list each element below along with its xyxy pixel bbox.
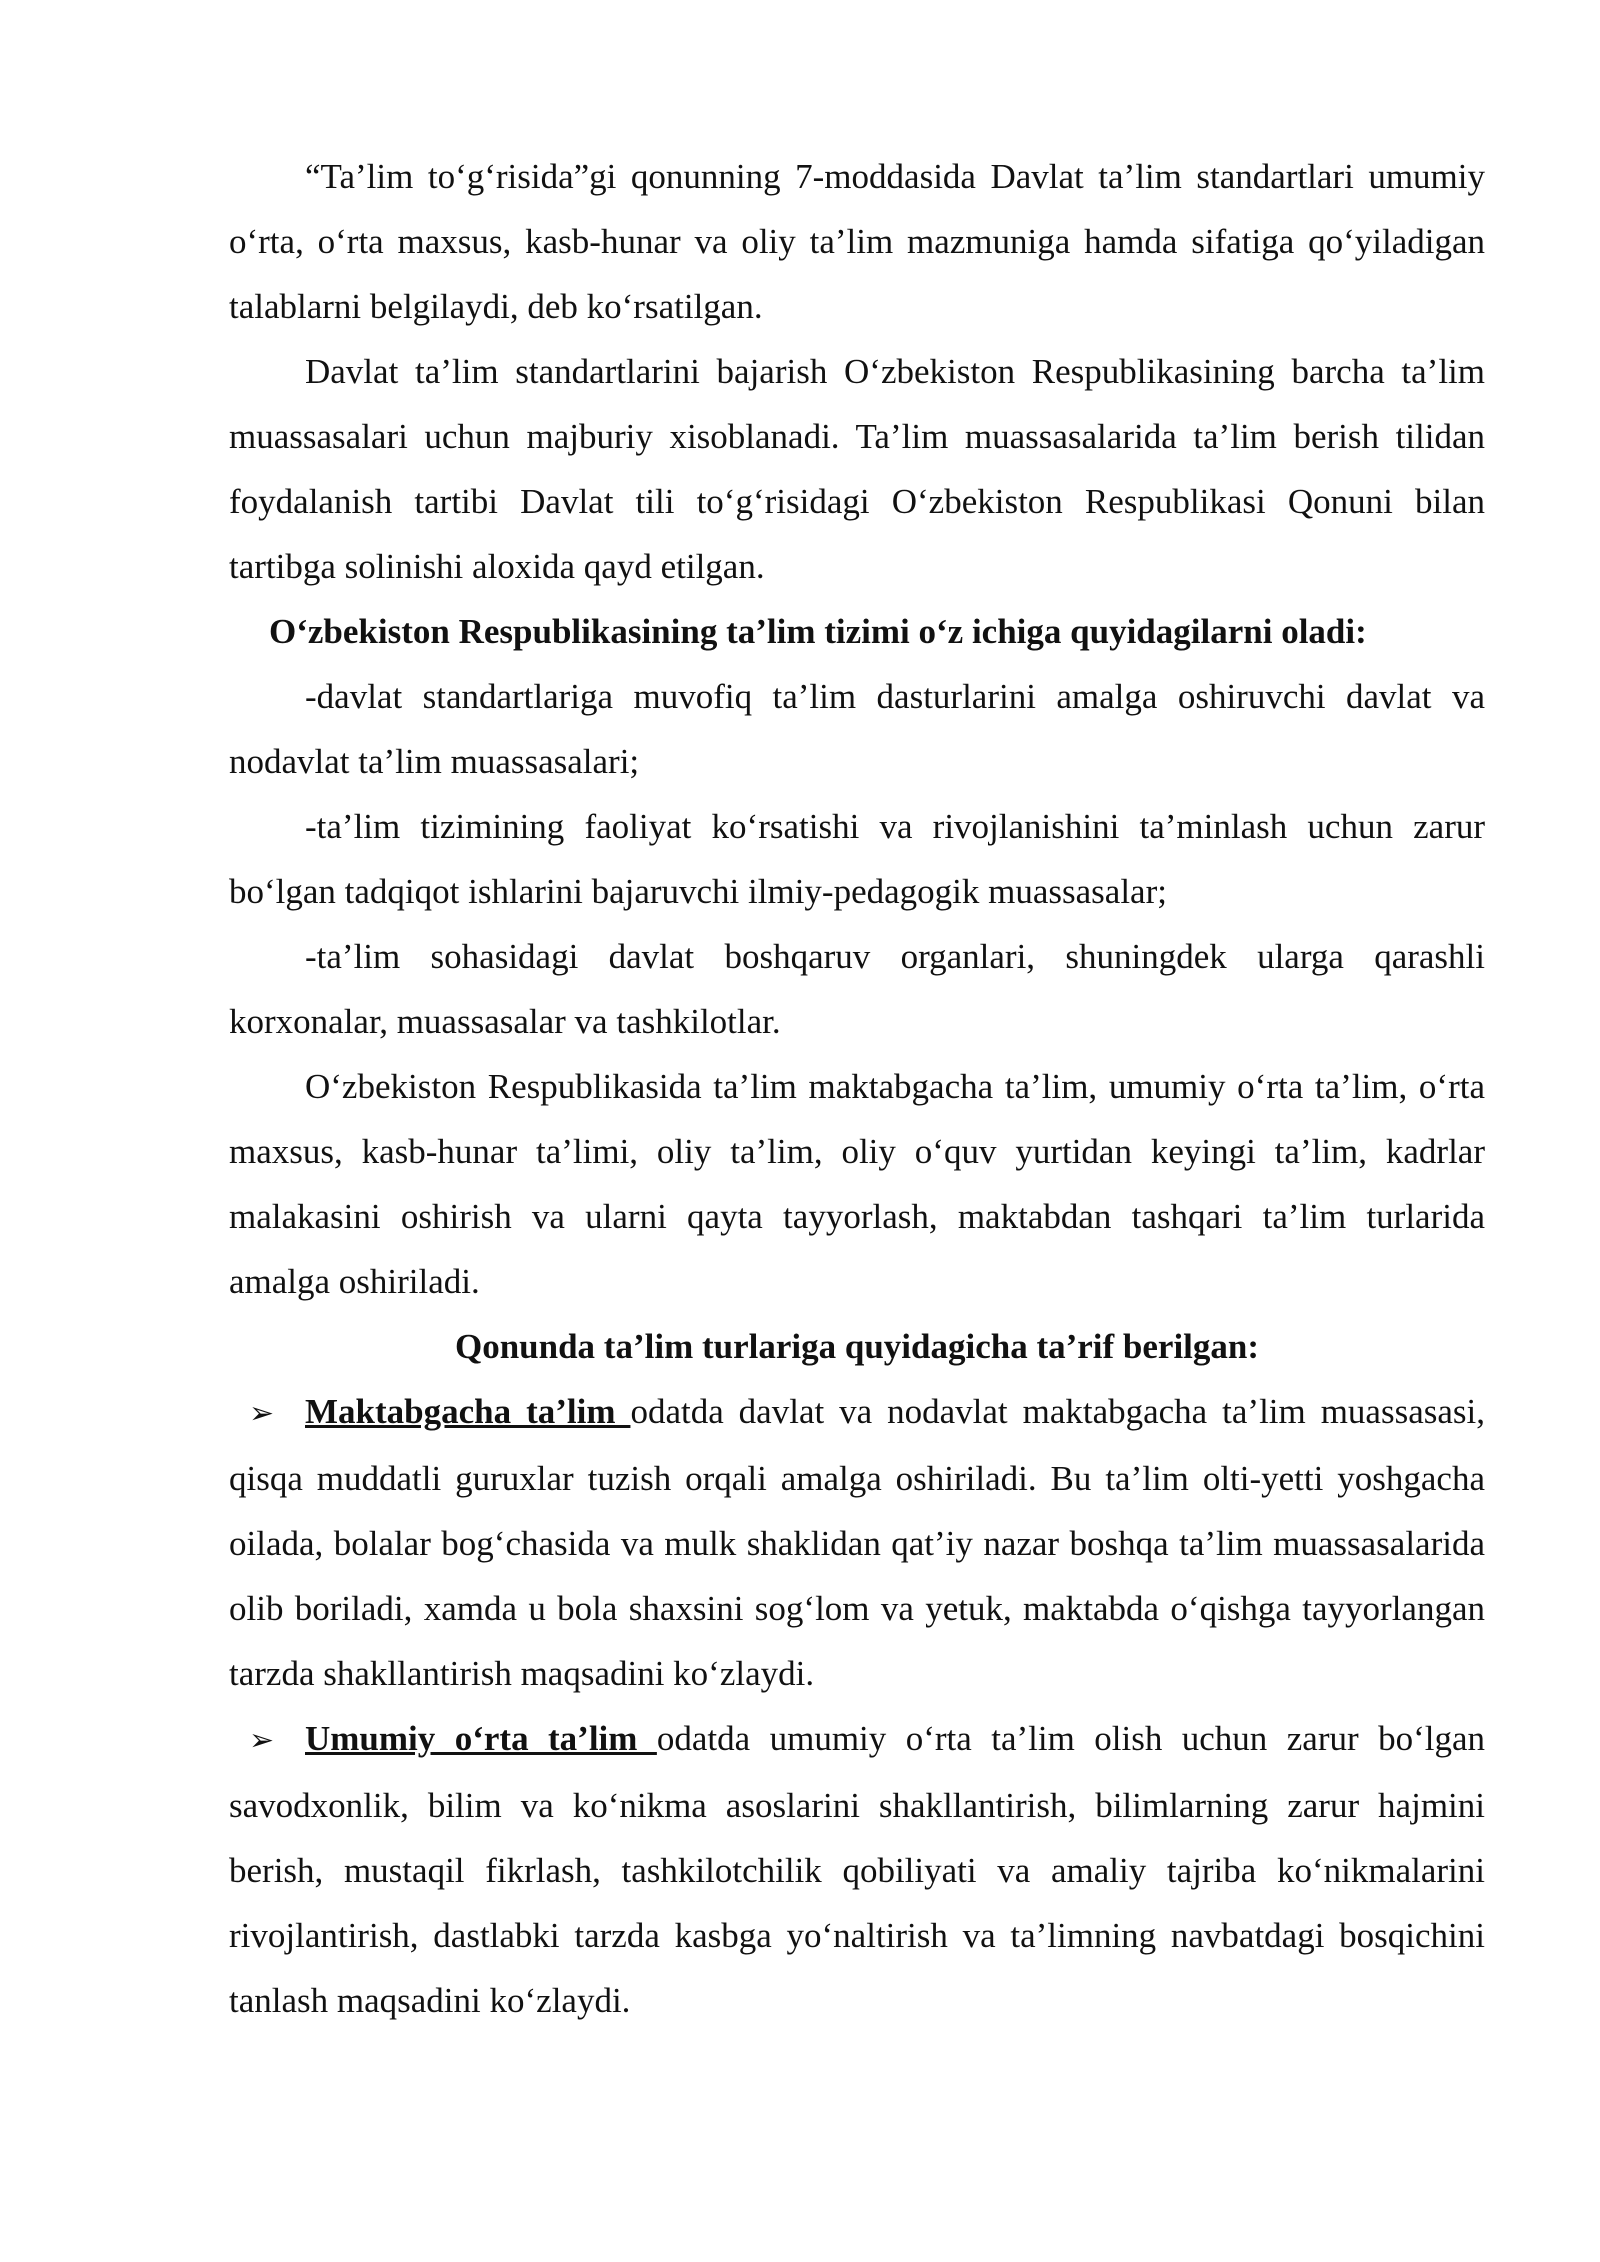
bullet-preschool — [229, 1379, 1485, 1706]
list-item-research: -ta’lim tizimining faoliyat ko‘rsatishi va rivojlanishini ta’minlash uchun zarur bo‘lgan tadqiqot ishlarini bajaruvchi ilmiy-pedagogik muassasalar; — [229, 807, 1485, 911]
paragraph-state-standards: Davlat ta’lim standartlarini bajarish O‘zbekiston Respublikasining barcha ta’lim muassasalari uchun majburiy xisoblanadi. Ta’lim muassasalarida ta’lim berish tilidan foydalanish tartibi Davlat tili to‘g‘risidagi O‘zbekiston Respublikasi Qonuni bilan tartibga solinishi aloxida qayd etilgan. — [229, 352, 1485, 586]
heading-definitions: Qonunda ta’lim turlariga quyidagicha ta’rif berilgan: — [454, 1327, 1260, 1366]
arrow-bullet-icon: ➢ — [249, 1723, 275, 1758]
list-item-institutions: -davlat standartlariga muvofiq ta’lim dasturlarini amalga oshiruvchi davlat va nodavlat ta’lim muassasalari; — [229, 677, 1485, 781]
list-item-management: -ta’lim sohasidagi davlat boshqaruv organlari, shuningdek ularga qarashli korxonalar, muassasalar va tashkilotlar. — [229, 937, 1485, 1041]
bullet-general-secondary — [229, 1706, 1485, 2033]
term-preschool: Maktabgacha ta’lim — [305, 1392, 631, 1431]
heading-education-system: O‘zbekiston Respublikasining ta’lim tizimi o‘z ichiga quyidagilarni oladi: — [269, 612, 1367, 651]
arrow-bullet-icon: ➢ — [249, 1396, 275, 1431]
document-page — [229, 144, 1485, 2033]
paragraph-education-types: O‘zbekiston Respublikasida ta’lim maktabgacha ta’lim, umumiy o‘rta ta’lim, o‘rta maxsus, kasb-hunar ta’limi, oliy ta’lim, oliy o‘quv yurtidan keyingi ta’lim, kadrlar malakasini oshirish va ularni qayta tayyorlash, maktabdan tashqari ta’lim turlarida amalga oshiriladi. — [229, 1067, 1485, 1301]
definition-preschool: odatda davlat va nodavlat maktabgacha ta’lim muassasasi, qisqa muddatli guruxlar tuzish orqali amalga oshiriladi. Bu ta’lim olti-yetti yoshgacha oilada, bolalar bog‘chasida va mulk shaklidan qat’iy nazar boshqa ta’lim muassasalarida olib boriladi, xamda u bola shaxsini sog‘lom va yetuk, maktabda o‘qishga tayyorlangan tarzda shakllantirish maqsadini ko‘zlaydi. — [229, 1392, 1485, 1693]
term-general-secondary: Umumiy o‘rta ta’lim — [305, 1719, 657, 1758]
definition-general-secondary: odatda umumiy o‘rta ta’lim olish uchun zarur bo‘lgan savodxonlik, bilim va ko‘nikma asoslarini shakllantirish, bilimlarning zarur hajmini berish, mustaqil fikrlash, tashkilotchilik qobiliyati va amaliy tajriba ko‘nikmalarini rivojlantirish, dastlabki tarzda kasbga yo‘naltirish va ta’limning navbatdagi bosqichini tanlash maqsadini ko‘zlaydi. — [229, 1719, 1485, 2020]
paragraph-law-article: “Ta’lim to‘g‘risida”gi qonunning 7-moddasida Davlat ta’lim standartlari umumiy o‘rta, o‘rta maxsus, kasb-hunar va oliy ta’lim mazmuniga hamda sifatiga qo‘yiladigan talablarni belgilaydi, deb ko‘rsatilgan. — [229, 157, 1485, 326]
